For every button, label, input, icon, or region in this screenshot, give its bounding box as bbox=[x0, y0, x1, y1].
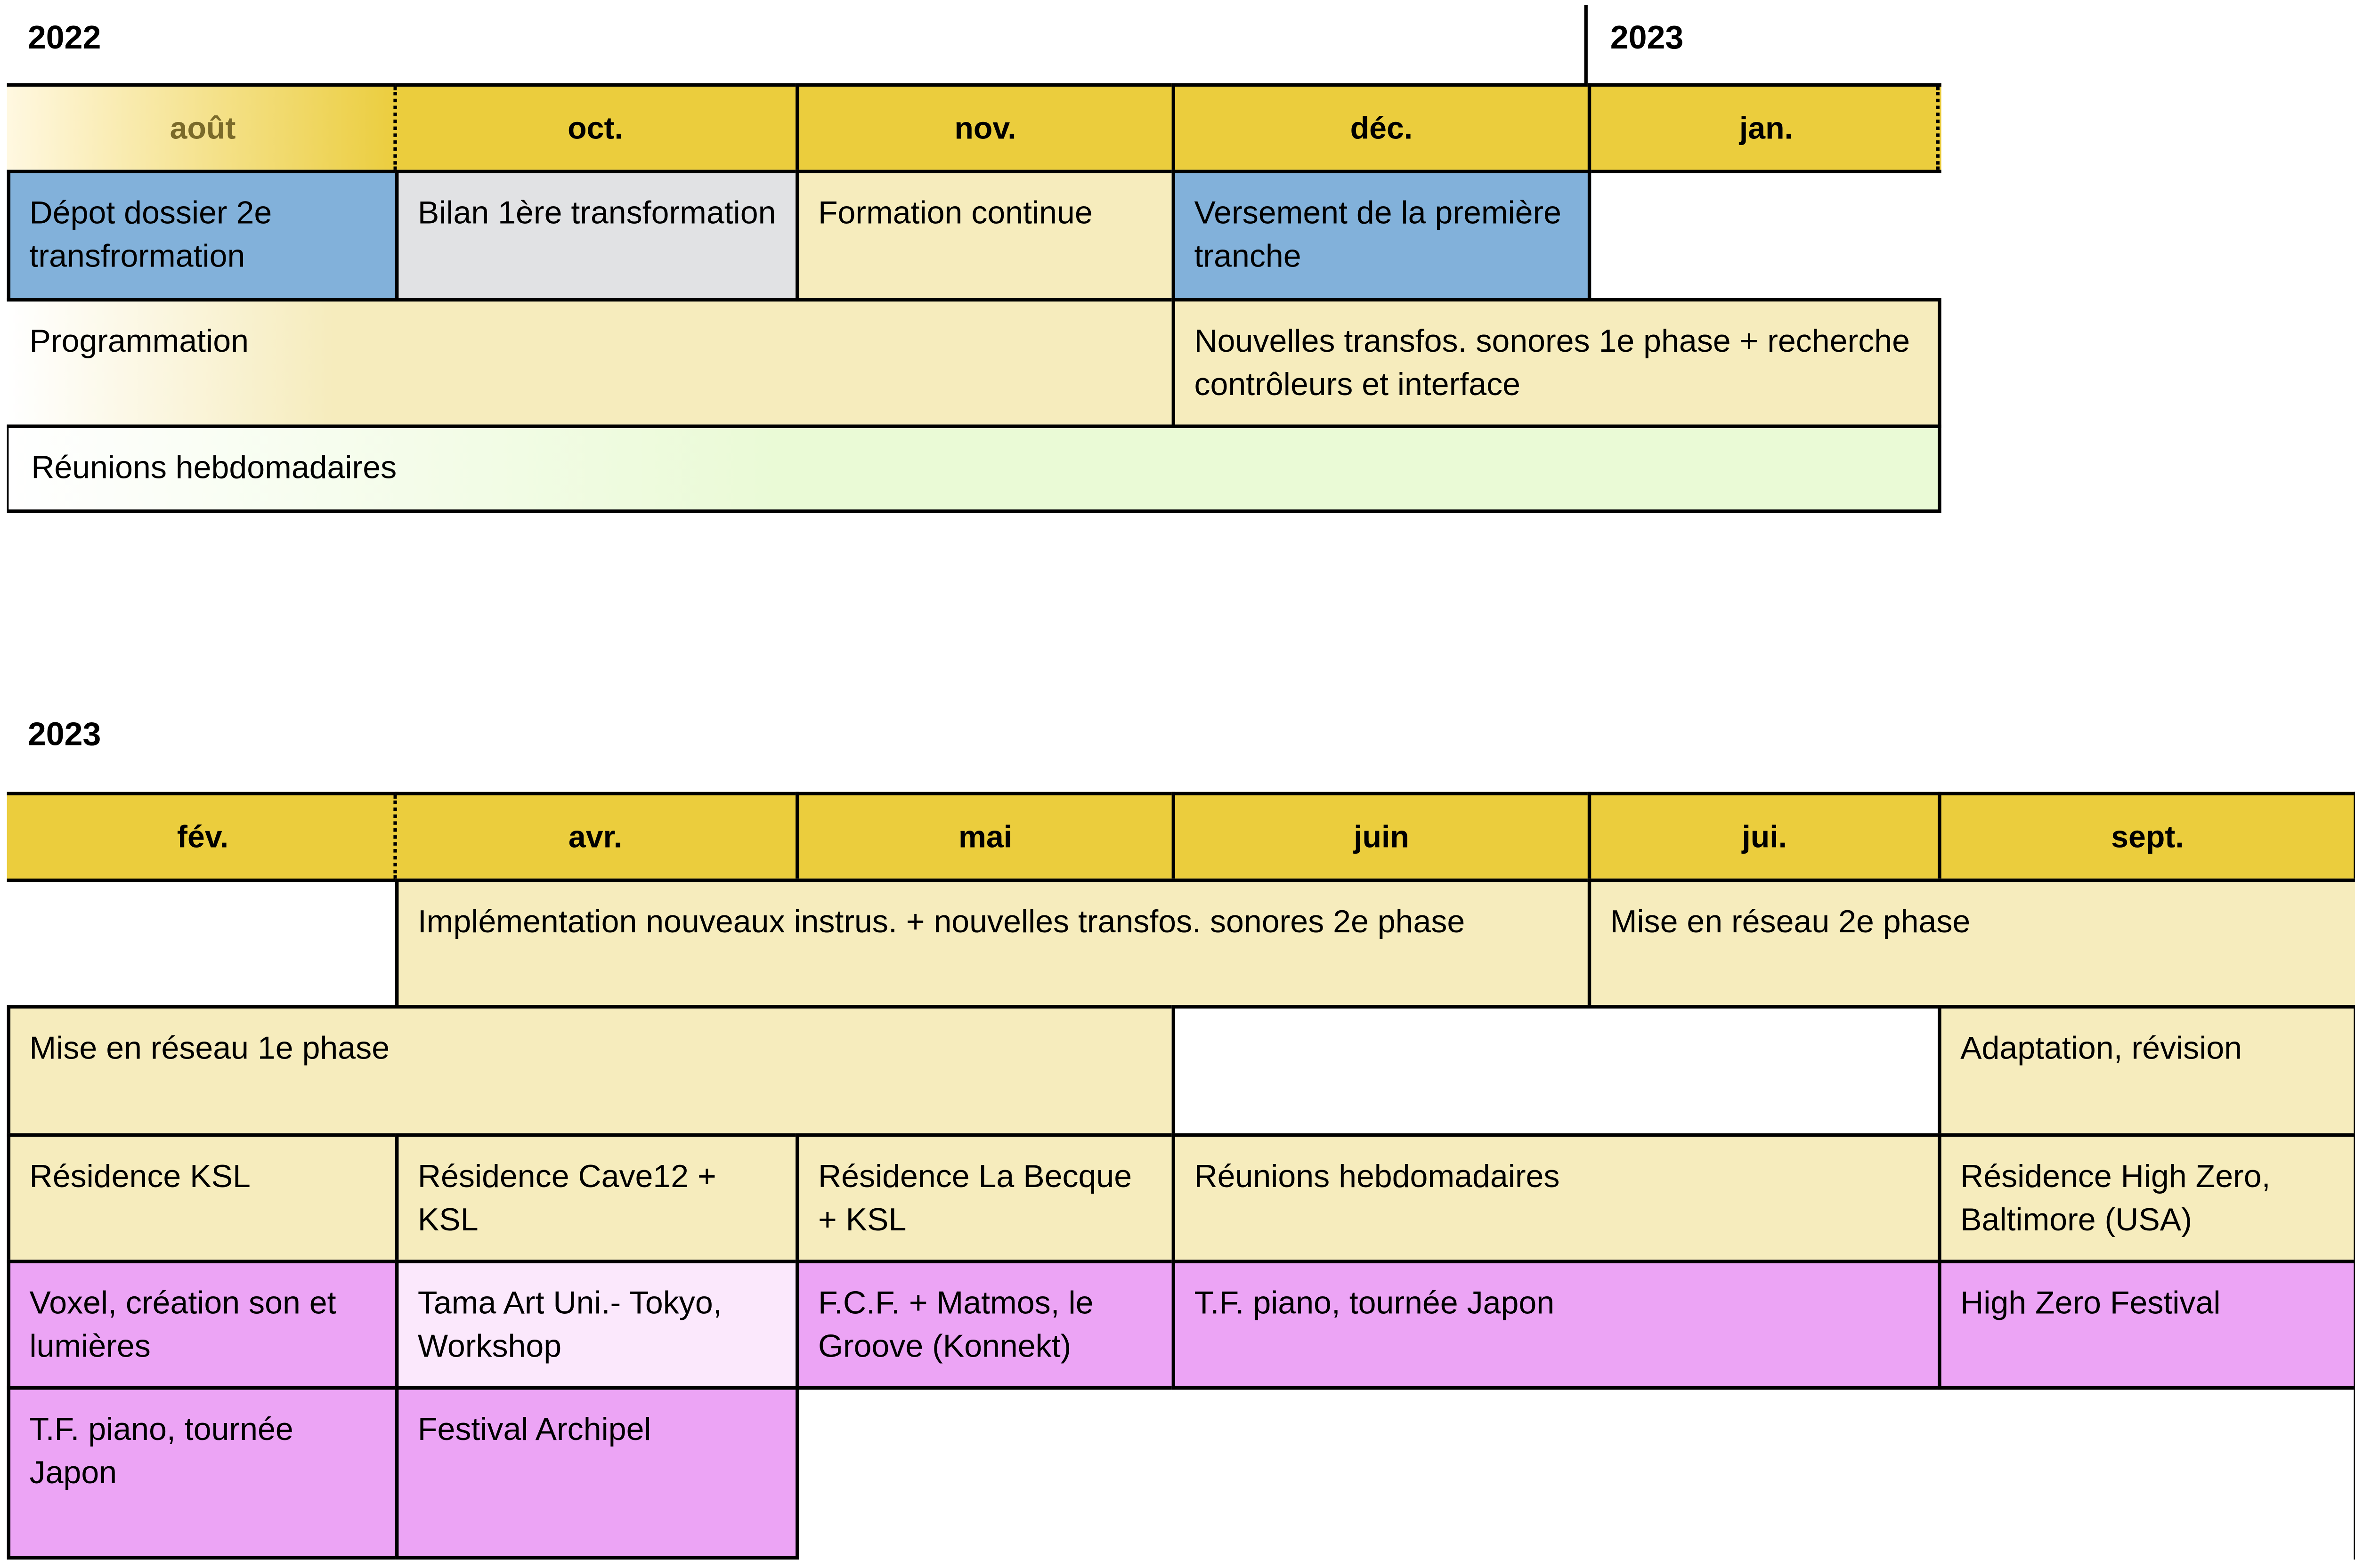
cell-adaptation-revision: Adaptation, révision bbox=[1938, 1005, 2355, 1137]
month-header-dec: déc. bbox=[1172, 83, 1592, 173]
year-label-2023: 2023 bbox=[1610, 21, 1684, 57]
cell-high-zero-festival: High Zero Festival bbox=[1938, 1260, 2355, 1390]
dotted-separator bbox=[1936, 87, 1940, 170]
cell-depot-dossier: Dépot dossier 2e transfrormation bbox=[7, 170, 399, 302]
cell-reunions-hebdo: Réunions hebdomadaires bbox=[7, 425, 1941, 513]
cell-residence-ksl: Résidence KSL bbox=[7, 1133, 399, 1263]
cell-fcf-matmos: F.C.F. + Matmos, le Groove (Konnekt) bbox=[796, 1260, 1175, 1390]
cell-formation-continue: Formation continue bbox=[796, 170, 1175, 302]
month-header-jui: jui. bbox=[1588, 792, 1941, 882]
cell-bilan-1ere: Bilan 1ère transformation bbox=[395, 170, 799, 302]
month-header-nov: nov. bbox=[796, 83, 1175, 173]
month-header-juin: juin bbox=[1172, 792, 1592, 882]
cell-mise-en-reseau-1e: Mise en réseau 1e phase bbox=[7, 1005, 1175, 1137]
month-header-fev: fév. bbox=[7, 792, 399, 882]
cell-mise-en-reseau-2e: Mise en réseau 2e phase bbox=[1588, 879, 2355, 1009]
cell-nouvelles-transfos: Nouvelles transfos. sonores 1e phase + recherche contrôleurs et interface bbox=[1172, 298, 1941, 428]
cell-residence-cave12: Résidence Cave12 + KSL bbox=[395, 1133, 799, 1263]
cell-programmation: Programmation bbox=[7, 298, 1175, 428]
cell-reunions-hebdo-2023: Réunions hebdomadaires bbox=[1172, 1133, 1941, 1263]
year-label-2022: 2022 bbox=[27, 21, 101, 57]
month-header-oct: oct. bbox=[395, 83, 799, 173]
cell-voxel: Voxel, création son et lumières bbox=[7, 1260, 399, 1390]
year-label-2023: 2023 bbox=[27, 717, 101, 754]
month-header-mai: mai bbox=[796, 792, 1175, 882]
month-header-jan: jan. bbox=[1588, 83, 1941, 173]
cell-tf-piano-fev: T.F. piano, tournée Japon bbox=[7, 1386, 399, 1560]
month-header-aout: août bbox=[7, 83, 399, 173]
dotted-separator bbox=[393, 87, 397, 170]
month-header-sept: sept. bbox=[1938, 792, 2355, 882]
dotted-separator bbox=[393, 795, 397, 879]
year-divider-line bbox=[1584, 5, 1588, 89]
cell-versement: Versement de la première tranche bbox=[1172, 170, 1592, 302]
month-header-avr: avr. bbox=[395, 792, 799, 882]
empty-cell bbox=[1172, 1005, 1941, 1137]
cell-residence-high-zero: Résidence High Zero, Baltimore (USA) bbox=[1938, 1133, 2355, 1263]
cell-festival-archipel: Festival Archipel bbox=[395, 1386, 799, 1560]
cell-tf-piano-juin: T.F. piano, tournée Japon bbox=[1172, 1260, 1941, 1390]
cell-residence-la-becque: Résidence La Becque + KSL bbox=[796, 1133, 1175, 1263]
cell-tama-art-uni: Tama Art Uni.- Tokyo, Workshop bbox=[395, 1260, 799, 1390]
cell-implementation: Implémentation nouveaux instrus. + nouvelles transfos. sonores 2e phase bbox=[395, 879, 1591, 1009]
